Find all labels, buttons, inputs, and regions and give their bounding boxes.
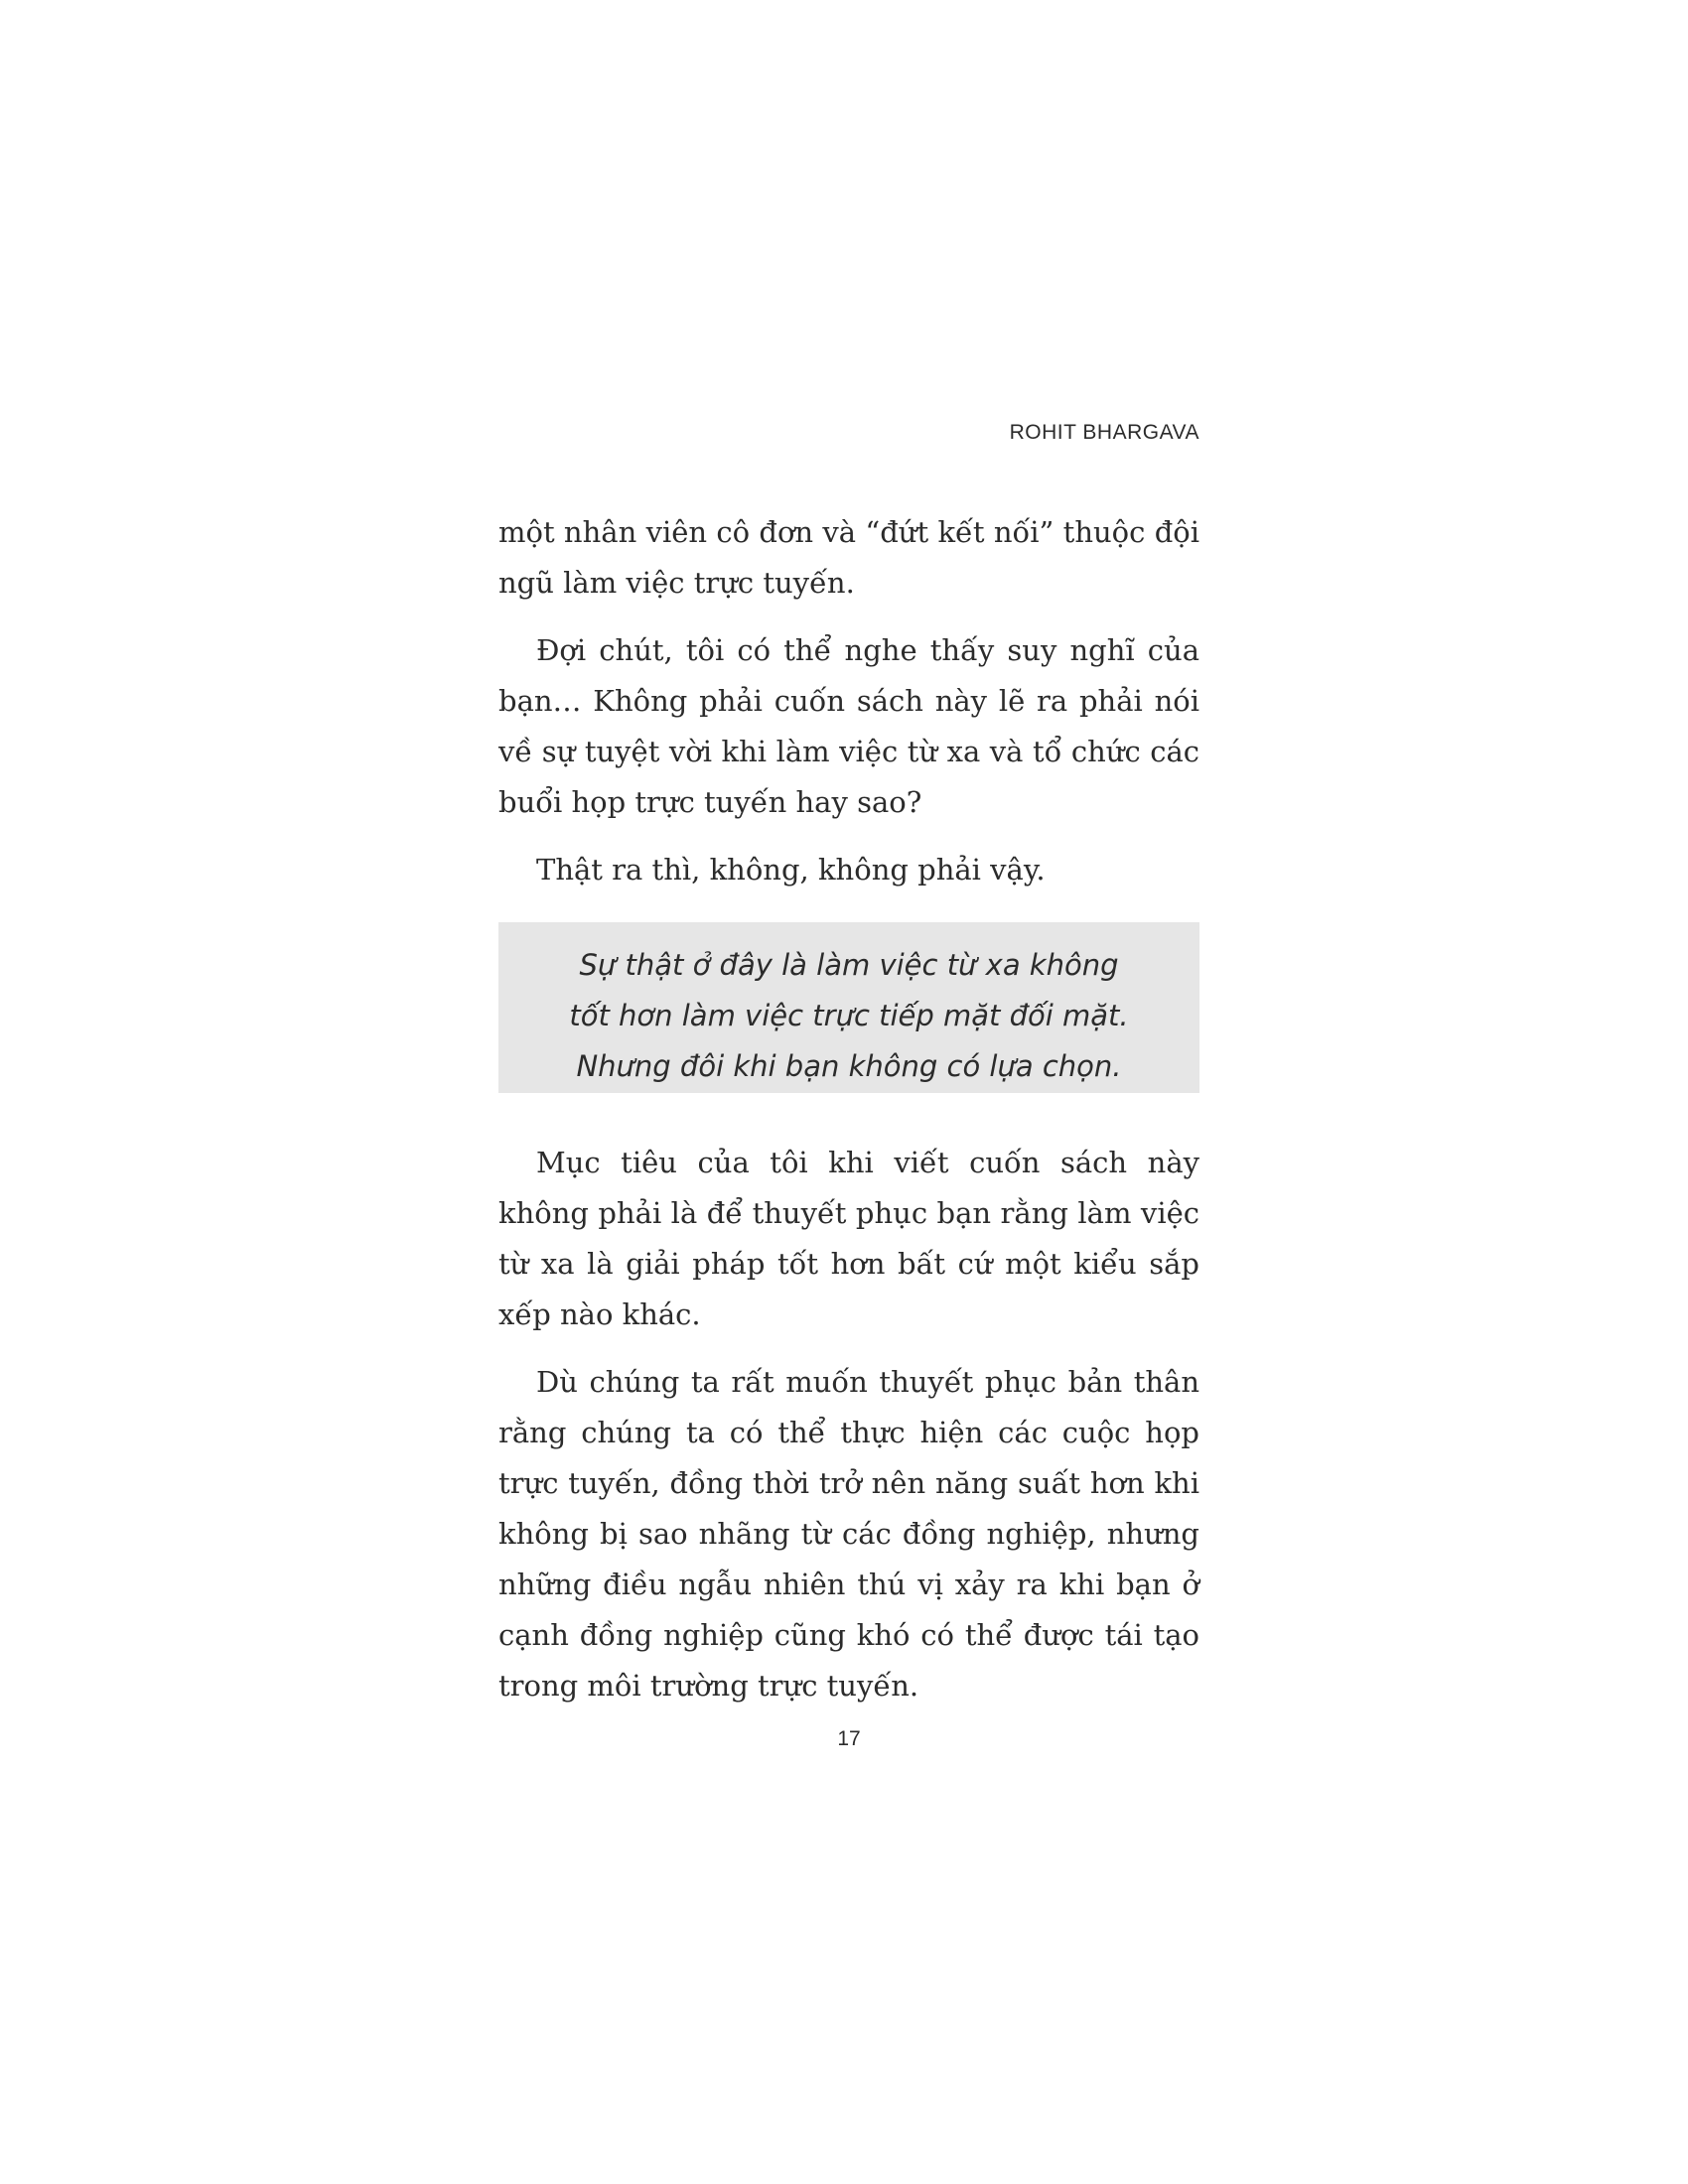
paragraph: Dù chúng ta rất muốn thuyết phục bản thân rằng chúng ta có thể thực hiện các cuộc họp trực tuyến, đồng thời trở nên năng suất hơn khi không bị sao nhãng từ các đồng nghiệp, nhưng những điều ngẫu nhiên thú vị xảy ra khi bạn ở cạnh đồng nghiệp cũng khó có thể được tái tạo trong môi trường trực tuyến. — [498, 1365, 1199, 1703]
paragraph-continuation: một nhân viên cô đơn và “đứt kết nối” thuộc đội ngũ làm việc trực tuyến. — [498, 515, 1199, 600]
pull-quote-box — [498, 922, 1199, 1093]
paragraph: Mục tiêu của tôi khi viết cuốn sách này không phải là để thuyết phục bạn rằng làm việc từ xa là giải pháp tốt hơn bất cứ một kiểu sắp xếp nào khác. — [498, 1146, 1199, 1331]
pull-quote-line: Sự thật ở đây là làm việc từ xa không — [579, 948, 1119, 982]
running-header-author: ROHIT BHARGAVA — [1009, 421, 1199, 444]
pull-quote-line: tốt hơn làm việc trực tiếp mặt đối mặt. — [569, 999, 1129, 1032]
paragraph: Thật ra thì, không, không phải vậy. — [536, 853, 1046, 887]
page-number: 17 — [837, 1727, 861, 1750]
pull-quote-line: Nhưng đôi khi bạn không có lựa chọn. — [576, 1049, 1122, 1083]
body-text-top — [498, 507, 1199, 912]
body-text-bottom — [498, 1138, 1199, 1728]
paragraph: Đợi chút, tôi có thể nghe thấy suy nghĩ của bạn… Không phải cuốn sách này lẽ ra phải nói về sự tuyệt vời khi làm việc từ xa và tổ chức các buổi họp trực tuyến hay sao? — [498, 633, 1199, 819]
